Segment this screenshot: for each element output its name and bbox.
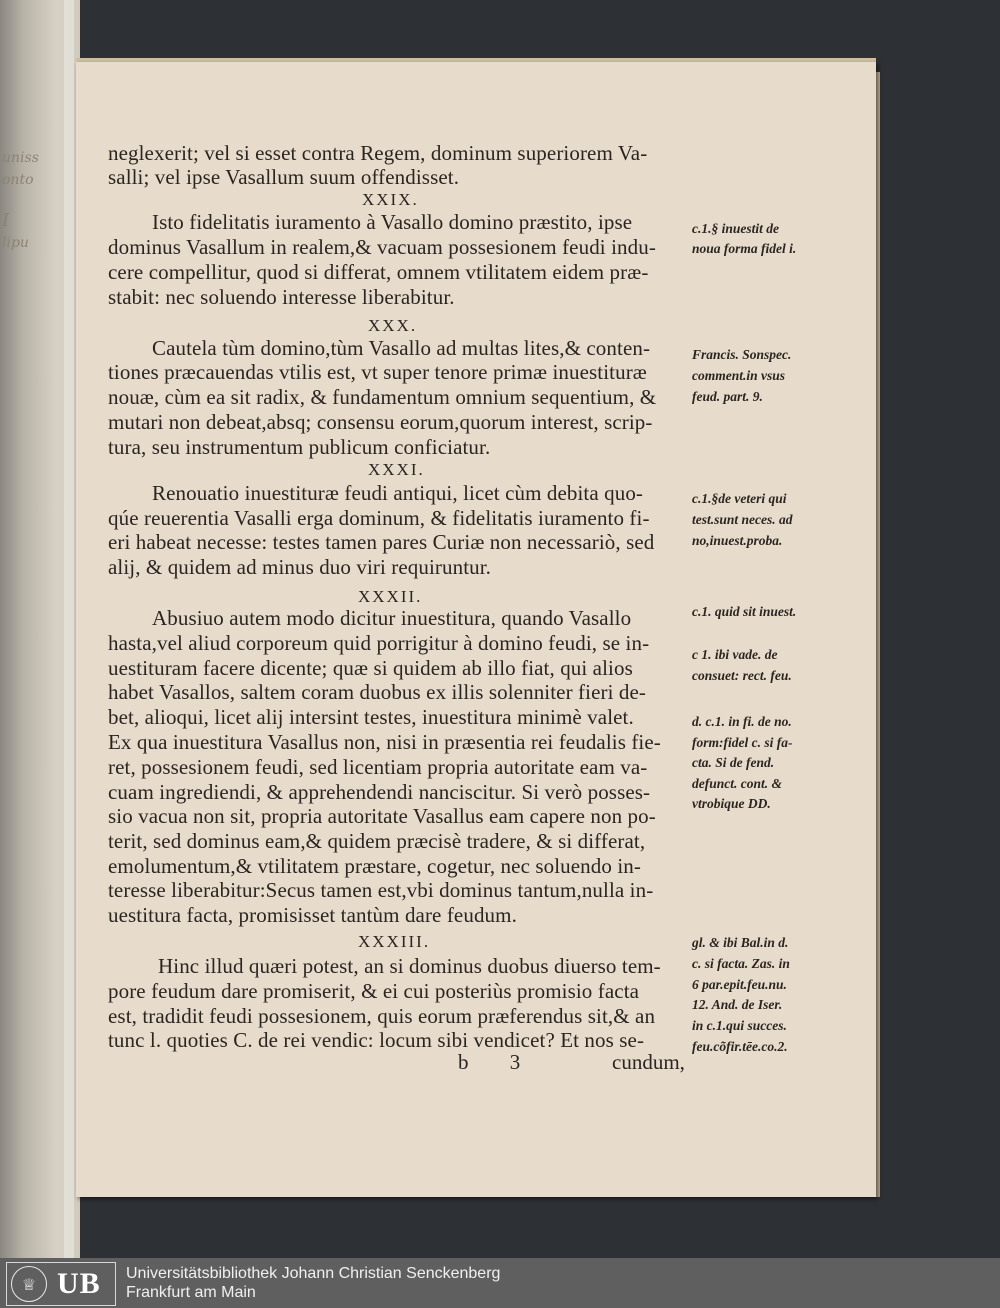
text-line: neglexerit; vel si esset contra Regem, dominum superiorem Va- bbox=[108, 141, 648, 165]
signature-mark: b 3 bbox=[458, 1050, 539, 1074]
margin-note: 12. And. de Iser. bbox=[692, 997, 783, 1012]
margin-note: d. c.1. in fi. de no. bbox=[692, 714, 792, 729]
text-line: salli; vel ipse Vasallum suum offendisset. bbox=[108, 165, 460, 189]
margin-note: noua forma fidel i. bbox=[692, 241, 797, 256]
margin-note: c. si facta. Zas. in bbox=[692, 956, 790, 971]
text-line: qúe reuerentia Vasalli erga dominum, & fidelitatis iuramento fi- bbox=[108, 506, 650, 530]
margin-note: gl. & ibi Bal.in d. bbox=[692, 935, 789, 950]
text-line: uestituram facere dicente; quæ si quidem ab illo fiat, qui alios bbox=[108, 656, 633, 680]
text-line: emolumentum,& vtilitatem præstare, cogetur, nec soluendo in- bbox=[108, 854, 641, 878]
margin-note: feud. part. 9. bbox=[692, 389, 763, 404]
facing-page-fragment: uniss bbox=[2, 150, 39, 166]
section-heading: XXX. bbox=[368, 316, 418, 335]
margin-note: c.1. quid sit inuest. bbox=[692, 604, 797, 619]
text-line: est, tradidit feudi possesionem, quis eorum præferendus sit,& an bbox=[108, 1004, 656, 1028]
facing-page-fragment: lipu bbox=[2, 235, 29, 251]
margin-note: comment.in vsus bbox=[692, 368, 786, 383]
text-line: stabit: nec soluendo interesse liberabitur. bbox=[108, 285, 455, 309]
section-heading: XXXI. bbox=[368, 460, 425, 479]
library-name[interactable]: Universitätsbibliothek Johann Christian Senckenberg bbox=[126, 1265, 501, 1282]
library-location: Frankfurt am Main bbox=[126, 1284, 256, 1301]
text-line: tura, seu instrumentum publicum conficiatur. bbox=[108, 435, 491, 459]
text-line: Cautela tùm domino,tùm Vasallo ad multas lites,& conten- bbox=[152, 336, 651, 360]
page-edge bbox=[64, 0, 74, 1258]
margin-note: in c.1.qui succes. bbox=[692, 1018, 787, 1033]
margin-note: c.1.§ inuestit de bbox=[692, 221, 779, 236]
text-line: teresse liberabitur:Secus tamen est,vbi dominus tantum,nulla in- bbox=[108, 878, 654, 902]
section-heading: XXXII. bbox=[358, 587, 423, 606]
text-line: dominus Vasallum in realem,& vacuam possesionem feudi indu- bbox=[108, 235, 656, 259]
text-line: sio vacua non sit, propria autoritate Vasallus eam capere non po- bbox=[108, 804, 656, 828]
facing-page-fragment: onto bbox=[2, 172, 34, 188]
seal-icon: ♕ bbox=[11, 1266, 47, 1302]
margin-note: Francis. Sonspec. bbox=[692, 347, 792, 362]
text-line: pore feudum dare promiserit, & ei cui posteriùs promisio facta bbox=[108, 979, 640, 1003]
section-heading: XXXIII. bbox=[358, 932, 431, 951]
margin-note: defunct. cont. & bbox=[692, 776, 782, 791]
library-logo[interactable] bbox=[6, 1262, 116, 1306]
text-line: Isto fidelitatis iuramento à Vasallo domino præstito, ipse bbox=[152, 210, 633, 234]
margin-note: no,inuest.proba. bbox=[692, 533, 783, 548]
text-line: nouæ, cùm ea sit radix, & fundamentum omnium sequentium, & bbox=[108, 385, 657, 409]
text-line: cuam ingrediendi, & apprehendendi nanciscitur. Si verò posses- bbox=[108, 780, 651, 804]
margin-note: c 1. ibi vade. de bbox=[692, 647, 778, 662]
text-line: tiones præcauendas vtilis est, vt super tenore primæ inuestituræ bbox=[108, 360, 647, 384]
margin-note: form:fidel c. si fa- bbox=[692, 735, 793, 750]
margin-note: cta. Si de fend. bbox=[692, 755, 775, 770]
text-line: Ex qua inuestitura Vasallus non, nisi in præsentia rei feudalis fie- bbox=[108, 730, 661, 754]
text-line: uestitura facta, promisisset tantùm dare feudum. bbox=[108, 903, 517, 927]
margin-note: vtrobique DD. bbox=[692, 796, 771, 811]
margin-note: 6 par.epit.feu.nu. bbox=[692, 977, 787, 992]
text-line: terit, sed dominus eam,& quidem præcisè tradere, & si differat, bbox=[108, 829, 646, 853]
text-line: mutari non debeat,absq; consensu eorum,quorum interest, scrip- bbox=[108, 410, 653, 434]
logo-text: UB bbox=[57, 1267, 101, 1300]
text-line: hasta,vel aliud corporeum quid porrigitur à domino feudi, se in- bbox=[108, 631, 650, 655]
text-line: cere compellitur, quod si differat, omnem vtilitatem eidem præ- bbox=[108, 260, 649, 284]
text-line: eri habeat necesse: testes tamen pares Curiæ non necessariò, sed bbox=[108, 530, 655, 554]
margin-note: c.1.§de veteri qui bbox=[692, 491, 787, 506]
margin-note: test.sunt neces. ad bbox=[692, 512, 793, 527]
text-line: tunc l. quoties C. de rei vendic: locum sibi vendicet? Et nos se- bbox=[108, 1028, 645, 1052]
text-line: Abusiuo autem modo dicitur inuestitura, quando Vasallo bbox=[152, 606, 632, 630]
text-line: Hinc illud quæri potest, an si dominus duobus diuerso tem- bbox=[158, 954, 661, 978]
margin-note: consuet: rect. feu. bbox=[692, 668, 792, 683]
section-heading: XXIX. bbox=[362, 190, 419, 209]
text-line: habet Vasallos, saltem coram duobus ex illis solenniter fieri de- bbox=[108, 680, 646, 704]
text-line: Renouatio inuestituræ feudi antiqui, licet cùm debita quo- bbox=[152, 481, 644, 505]
catchword: cundum, bbox=[612, 1050, 685, 1074]
facing-page-fragment: I bbox=[2, 210, 10, 231]
margin-note: feu.cõfir.tēe.co.2. bbox=[692, 1039, 788, 1054]
library-banner bbox=[0, 1258, 1000, 1308]
text-line: ret, possesionem feudi, sed licentiam propria autoritate eam va- bbox=[108, 755, 648, 779]
text-line: bet, alioqui, licet alij intersint testes, inuestitura minimè valet. bbox=[108, 705, 634, 729]
facing-page bbox=[0, 0, 80, 1258]
text-line: alij, & quidem ad minus duo viri requiruntur. bbox=[108, 555, 492, 579]
